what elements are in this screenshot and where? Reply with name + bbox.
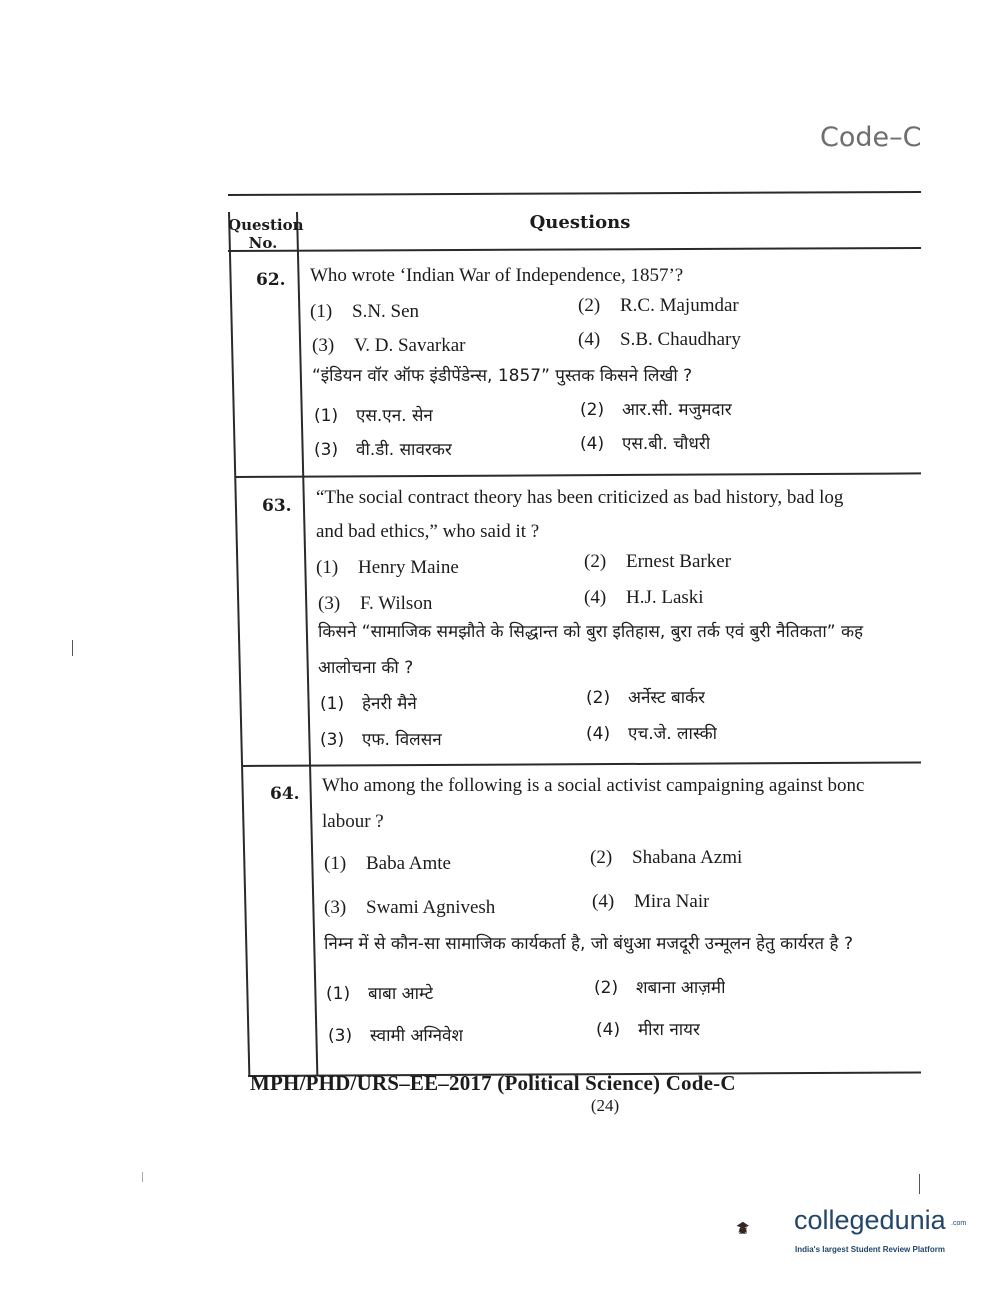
option-en: (2) Ernest Barker	[584, 551, 731, 572]
logo-suffix: .com	[951, 1220, 967, 1227]
option-en: (1) Henry Maine	[316, 557, 459, 578]
logo-wordmark: collegedunia	[794, 1205, 946, 1235]
scan-mark	[72, 640, 73, 656]
option-hi: (2) शबाना आज़मी	[594, 978, 726, 998]
logo-tagline: India's largest Student Review Platform	[795, 1245, 945, 1254]
option-en: (3) Swami Agnivesh	[324, 897, 496, 918]
question-text-hi: किसने “सामाजिक समझौते के सिद्धान्त को बुरा इतिहास, बुरा तर्क एवं बुरी नैतिकता” कह	[318, 622, 864, 642]
option-hi: (3) वी.डी. सावरकर	[314, 440, 452, 460]
question-text-hi: निम्न में से कौन-सा सामाजिक कार्यकर्ता है, जो बंधुआ मजदूरी उन्मूलन हेतु कार्यरत है ?	[324, 934, 853, 954]
question-text-en: Who among the following is a social activist campaigning against bonc	[322, 775, 865, 796]
option-en: (3) F. Wilson	[318, 593, 433, 614]
option-hi: (4) एस.बी. चौधरी	[580, 434, 711, 454]
collegedunia-logo-icon	[735, 1198, 795, 1258]
scan-mark	[142, 1172, 143, 1182]
question-text-en: and bad ethics,” who said it ?	[316, 521, 540, 542]
question-text-hi: आलोचना की ?	[318, 658, 414, 678]
option-hi: (2) अर्नेस्ट बार्कर	[586, 688, 706, 708]
option-en: (4) S.B. Chaudhary	[578, 329, 741, 350]
question-text-en: “The social contract theory has been criticized as bad history, bad log	[316, 487, 844, 508]
option-hi: (1) हेनरी मैने	[320, 694, 417, 714]
question-number: 64.	[270, 784, 300, 804]
row-rule-62	[236, 472, 921, 478]
option-hi: (1) बाबा आम्टे	[326, 984, 434, 1004]
question-text-en: Who wrote ‘Indian War of Independence, 1857’?	[310, 265, 684, 286]
row-rule-63	[242, 761, 921, 767]
column-header-questions: Questions	[529, 212, 631, 233]
table-left-rule	[228, 212, 250, 1076]
question-number: 62.	[256, 270, 286, 290]
question-text-hi: “इंडियन वॉर ऑफ इंडीपेंडेन्स, 1857” पुस्तक किसने लिखी ?	[312, 366, 693, 386]
option-en: (2) R.C. Majumdar	[578, 295, 739, 316]
paper-code: Code–C	[820, 122, 922, 153]
option-en: (1) Baba Amte	[324, 853, 451, 874]
option-en: (1) S.N. Sen	[310, 301, 420, 322]
page-footer: MPH/PHD/URS–EE–2017 (Political Science) Code-C	[250, 1071, 736, 1095]
option-hi: (3) एफ. विलसन	[320, 730, 442, 750]
option-hi: (4) एच.जे. लास्की	[586, 724, 718, 744]
option-en: (2) Shabana Azmi	[590, 847, 743, 868]
column-header-question-no: Question No.	[228, 216, 304, 252]
option-hi: (3) स्वामी अग्निवेश	[328, 1026, 464, 1046]
option-en: (4) H.J. Laski	[584, 587, 704, 608]
scan-mark	[919, 1174, 920, 1194]
option-hi: (1) एस.एन. सेन	[314, 406, 433, 426]
option-en: (3) V. D. Savarkar	[312, 335, 466, 356]
option-hi: (4) मीरा नायर	[596, 1020, 700, 1040]
option-en: (4) Mira Nair	[592, 891, 710, 912]
question-text-en: labour ?	[322, 811, 384, 832]
question-number: 63.	[262, 496, 292, 516]
option-hi: (2) आर.सी. मजुमदार	[580, 400, 732, 420]
table-top-rule	[228, 191, 921, 196]
page-number: (24)	[590, 1096, 620, 1115]
header-bottom-rule	[228, 247, 921, 252]
